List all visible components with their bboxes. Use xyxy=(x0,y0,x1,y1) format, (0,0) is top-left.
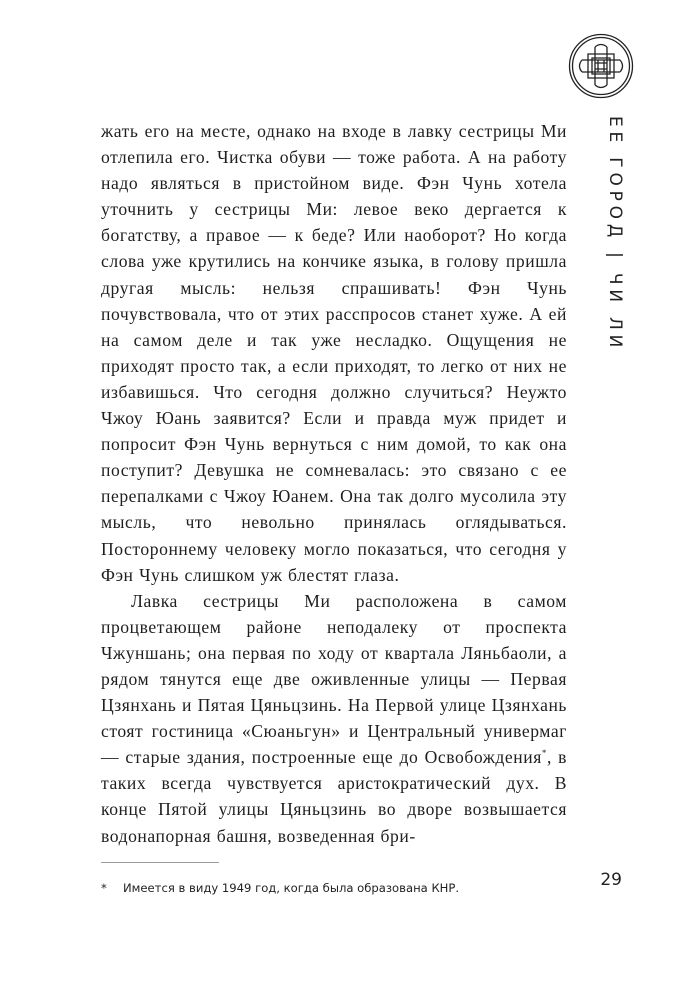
footnote-divider xyxy=(101,862,219,863)
paragraph-2-part-1: Лавка сестрицы Ми расположена в самом процветающем районе неподалеку от проспекта Чжуншань; она первая по ходу от квартала Ляньбаоли, а рядом тянутся еще две оживленные улицы — Первая Цзянхань и Пятая Цяньцзинь. На Первой улице Цзянхань стоят гостиница «Сюаньгун» и Центральный универмаг — старые здания, построенные еще до Освобождения xyxy=(101,590,567,768)
main-text xyxy=(101,118,567,849)
footnote-reference[interactable]: * xyxy=(541,748,547,759)
paragraph-1: жать его на месте, однако на входе в лавку сестрицы Ми отлепила его. Чистка обуви — тоже работа. А на работу надо являться в пристойном виде. Фэн Чунь хотела уточнить у сестрицы Ми: левое веко дергается к богатству, а правое — к беде? Или наоборот? Но когда слова уже крутились на кончике языка, в голову пришла другая мысль: нельзя спрашивать! Фэн Чунь почувствовала, что от этих расспросов станет хуже. А ей на самом деле и так уже несладко. Ощущения не приходят просто так, а если приходят, то легко от них не избавишься. Что сегодня должно случиться? Неужто Чжоу Юань заявится? Если и правда муж придет и попросит Фэн Чунь вернуться с ним домой, то как она поступит? Девушка не сомневалась: это связано с ее перепалками с Чжоу Юанем. Она так долго мусолила эту мысль, что невольно принялась оглядываться. Постороннему человеку могло показаться, что сегодня у Фэн Чунь слишком уж блестят глаза. xyxy=(101,121,567,585)
knot-emblem-icon xyxy=(568,33,634,99)
paragraph-2 xyxy=(101,588,567,849)
footnote-mark: * xyxy=(101,881,107,895)
paragraph-2-part-2: , в таких всегда чувствуется аристократический дух. В конце Пятой улицы Цяньцзинь во дворе возвышается водонапорная башня, возведенная бри- xyxy=(101,747,567,846)
footnote-text: Имеется в виду 1949 год, когда была образована КНР. xyxy=(123,881,460,895)
page-number: 29 xyxy=(600,870,622,890)
footnote xyxy=(101,880,541,896)
running-head: ЕЕ ГОРОД | ЧИ ЛИ xyxy=(605,116,625,353)
